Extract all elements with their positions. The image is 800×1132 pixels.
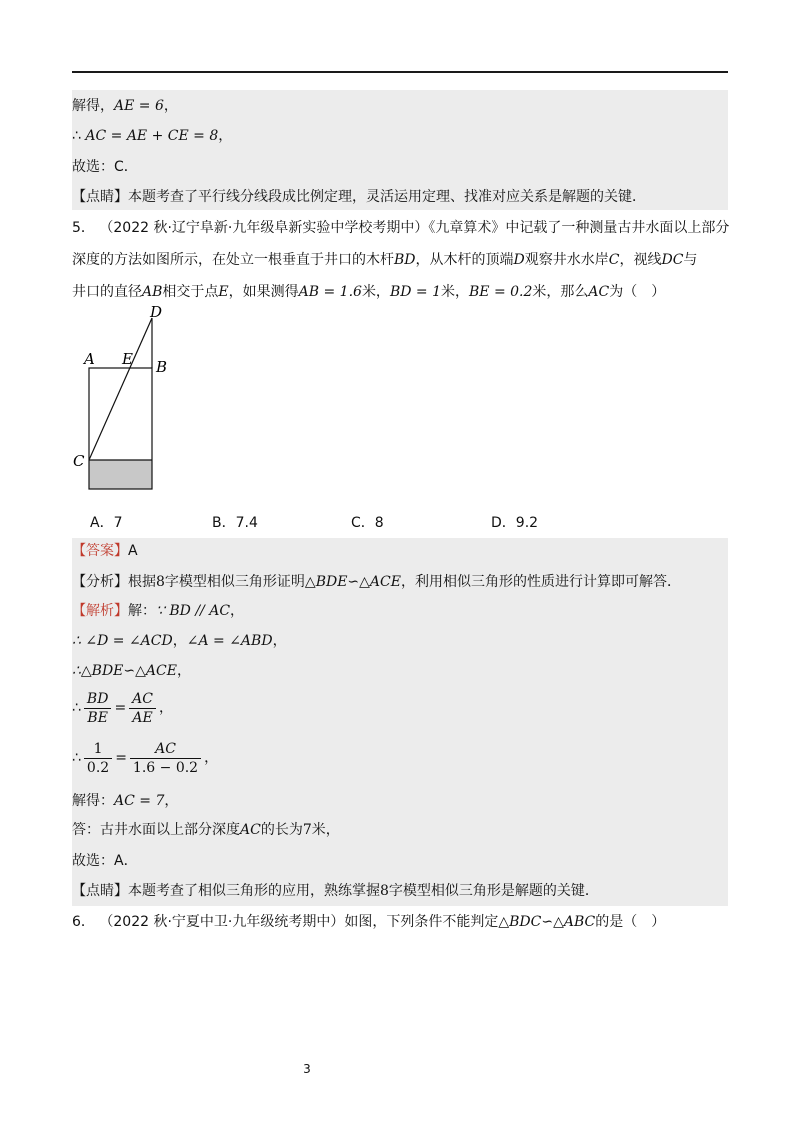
- text: （2022 秋·宁夏中卫·九年级统考期中）如图，下列条件不能判定: [99, 914, 499, 930]
- text: ，: [159, 700, 173, 716]
- tag-dianjing: 【点睛】: [72, 883, 128, 899]
- prev-line-1: [72, 96, 178, 116]
- math: AC = AE + CE = 8: [85, 128, 219, 144]
- math: AC: [240, 822, 261, 838]
- water-region: [89, 460, 152, 489]
- fraction: [84, 690, 112, 727]
- choice-letter: C．: [351, 515, 375, 531]
- text: 解得：: [72, 793, 114, 809]
- math: 8: [156, 574, 165, 590]
- choice-letter: B．: [212, 515, 236, 531]
- numerator: AC: [130, 740, 201, 759]
- text: 本题考查了相似三角形的应用，熟练掌握: [128, 883, 380, 899]
- label-d: D: [150, 303, 163, 321]
- solution-line-3: [72, 661, 191, 681]
- text: 米，那么: [532, 284, 589, 300]
- therefore-symbol: ∴: [72, 128, 86, 144]
- text: ，: [218, 128, 233, 144]
- conclusion-line: [72, 820, 340, 840]
- math: C: [608, 252, 620, 268]
- q5-line-3: [72, 282, 665, 302]
- text: 根据: [128, 574, 156, 590]
- choice-value: 9.2: [515, 515, 539, 531]
- text: 观察井水水岸: [524, 252, 609, 268]
- text: ，: [230, 603, 245, 619]
- text: 相交于点: [162, 284, 219, 300]
- math: 7: [302, 822, 312, 838]
- text: （2022 秋·辽宁阜新·九年级阜新实验中学校考期中）《九章算术》中记载了一种测量古井水面以上部分: [99, 220, 730, 236]
- text: ，从木杆的顶端: [415, 252, 514, 268]
- text: 井口的直径: [72, 284, 142, 300]
- label-a: A: [84, 350, 95, 368]
- label-c: C: [73, 452, 85, 470]
- page-number: 3: [303, 1062, 311, 1076]
- math: BE = 0.2: [469, 284, 533, 300]
- math: AB = 1.6: [298, 284, 362, 300]
- prev-line-2: [72, 126, 232, 146]
- denominator: BE: [87, 709, 108, 726]
- numerator: 1: [84, 740, 112, 759]
- text: ，如果测得: [228, 284, 299, 300]
- answer-value: A: [128, 543, 138, 559]
- math: BD = 1: [389, 284, 441, 300]
- text: 字模型相似三角形证明: [164, 574, 305, 590]
- text: 与: [683, 252, 698, 268]
- choice-a[interactable]: [90, 512, 123, 532]
- tag-answer: 【答案】: [72, 543, 128, 559]
- q6-line: [72, 912, 665, 932]
- text: 为（ ）: [609, 284, 666, 300]
- q5-line-2: [72, 250, 697, 270]
- question-number: 5．: [72, 220, 95, 236]
- math: ∠A = ∠ABD: [186, 633, 273, 649]
- question-number: 6．: [72, 914, 95, 930]
- text: 本题考查了平行线分线段成比例定理，灵活运用定理、找准对应关系是解题的关键．: [128, 189, 646, 205]
- fraction-line-2: ∴ $\frac{1}{0.2}$ = $\frac{AC}{1.6 - 0.2}$ ，: [72, 740, 219, 776]
- solution-line-2: [72, 631, 287, 651]
- denominator: 0.2: [86, 759, 110, 776]
- text: ，: [164, 793, 179, 809]
- text: 的是（ ）: [595, 914, 666, 930]
- choice-letter: A．: [90, 515, 114, 531]
- label-e: E: [122, 350, 133, 368]
- math: AB: [142, 284, 163, 300]
- sight-line-dc: [89, 318, 152, 460]
- header-rule: [72, 71, 728, 73]
- math: ∵ BD // AC: [156, 603, 231, 619]
- math: 8: [380, 883, 389, 899]
- prev-line-3: 故选：C．: [72, 159, 138, 175]
- math: ∴ ∠D = ∠ACD: [72, 633, 173, 649]
- analysis-line: [72, 572, 681, 592]
- tag-dianjing: 【点睛】: [72, 189, 128, 205]
- text: 的长为: [260, 822, 303, 838]
- well-figure: [60, 300, 180, 500]
- math: AC: [588, 284, 610, 300]
- label-b: B: [156, 358, 168, 376]
- denominator: 1.6 − 0.2: [132, 759, 199, 776]
- q5-line-1: [72, 218, 729, 238]
- answer-line: [72, 541, 138, 561]
- text: ，利用相似三角形的性质进行计算即可解答．: [400, 574, 681, 590]
- choice-letter: D．: [491, 515, 516, 531]
- text: ，: [176, 663, 191, 679]
- fraction: [130, 740, 201, 777]
- text: 解得，: [72, 98, 114, 114]
- tag-solution: 【解析】: [72, 603, 128, 619]
- numerator: BD: [84, 690, 112, 709]
- therefore-symbol: ∴: [72, 750, 81, 766]
- choice-d[interactable]: [491, 512, 538, 532]
- therefore-symbol: ∴: [72, 700, 81, 716]
- text: 深度的方法如图所示，在处立一根垂直于井口的木杆: [72, 252, 394, 268]
- math: BD: [394, 252, 416, 268]
- math: D: [513, 252, 525, 268]
- prev-line-4: [72, 187, 646, 207]
- math: △BDE∽△ACE: [304, 574, 401, 590]
- text: ，: [272, 633, 287, 649]
- choice-value: 8: [374, 515, 384, 531]
- text: ，视线: [619, 252, 662, 268]
- choice-c[interactable]: [351, 512, 384, 532]
- note-line: [72, 881, 599, 901]
- fraction: [129, 690, 156, 727]
- denominator: AE: [132, 709, 153, 726]
- choice-b[interactable]: [212, 512, 258, 532]
- text: ，: [172, 633, 187, 649]
- numerator: AC: [129, 690, 156, 709]
- math: E: [218, 284, 229, 300]
- tag-analysis: 【分析】: [72, 574, 128, 590]
- choice-value: 7.4: [235, 515, 258, 531]
- text: 米，: [361, 284, 390, 300]
- text: 解：: [128, 603, 156, 619]
- text: ，: [204, 750, 219, 766]
- math: DC: [661, 252, 684, 268]
- solution-line-1: [72, 601, 244, 621]
- fraction: [84, 740, 112, 777]
- text: ，: [163, 98, 178, 114]
- math: AE = 6: [114, 98, 164, 114]
- choice-value: 7: [113, 515, 123, 531]
- math: △BDC∽△ABC: [498, 914, 596, 930]
- text: 字模型相似三角形是解题的关键．: [388, 883, 599, 899]
- text: 米，: [311, 822, 340, 838]
- fraction-line-1: ∴ $\frac{BD}{BE}$ = $\frac{AC}{AE}$ ，: [72, 690, 173, 726]
- choose-line: 故选：A．: [72, 853, 138, 869]
- result-line: [72, 791, 178, 811]
- text: 答：古井水面以上部分深度: [72, 822, 240, 838]
- math: AC = 7: [114, 793, 165, 809]
- text: 米，: [441, 284, 469, 300]
- math: ∴△BDE∽△ACE: [72, 663, 177, 679]
